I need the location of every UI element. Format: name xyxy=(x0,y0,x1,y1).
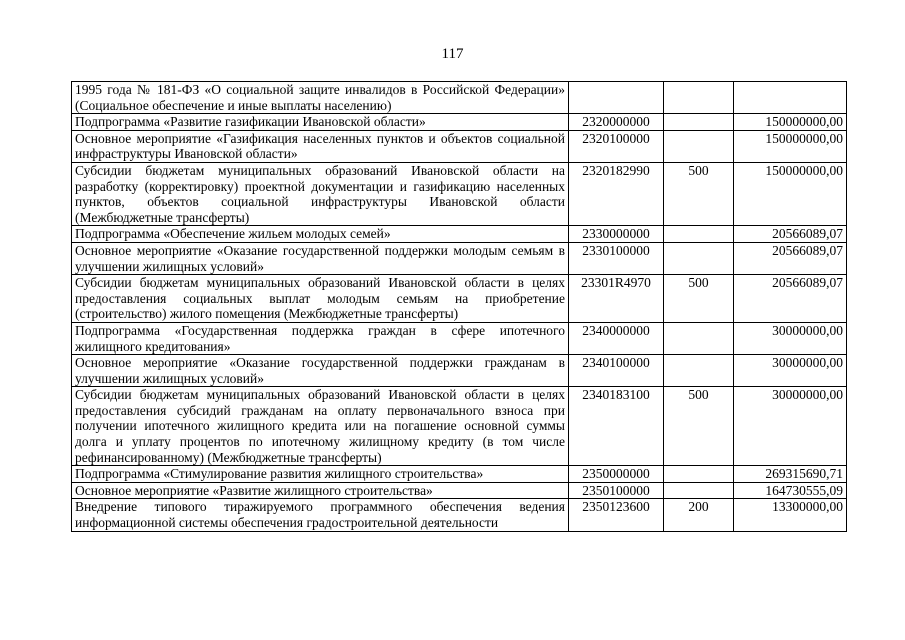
table-row xyxy=(72,130,847,162)
row-amount-cell xyxy=(734,82,847,114)
row-code-cell: 2330000000 xyxy=(569,226,664,243)
table-row xyxy=(72,275,847,323)
row-type-cell: 500 xyxy=(664,275,734,323)
row-type-cell xyxy=(664,114,734,131)
table-row xyxy=(72,466,847,483)
row-amount-cell: 150000000,00 xyxy=(734,114,847,131)
row-name-cell: Подпрограмма «Стимулирование развития жилищного строительства» xyxy=(72,466,569,483)
table-row xyxy=(72,482,847,499)
row-type-cell xyxy=(664,466,734,483)
row-amount-cell: 150000000,00 xyxy=(734,130,847,162)
row-amount-cell: 30000000,00 xyxy=(734,322,847,354)
table-row xyxy=(72,242,847,274)
row-name-cell: Субсидии бюджетам муниципальных образований Ивановской области в целях предоставления социальных выплат молодым семьям на приобретение (строительство) жилого помещения (Межбюджетные трансферты) xyxy=(72,275,569,323)
row-code-cell: 2330100000 xyxy=(569,242,664,274)
row-type-cell: 500 xyxy=(664,162,734,225)
table-row xyxy=(72,499,847,531)
row-name-cell: Субсидии бюджетам муниципальных образований Ивановской области в целях предоставления субсидий гражданам на оплату первоначального взноса при получении ипотечного жилищного кредита или на погашение основной суммы долга и уплату процентов по ипотечному жилищному кредиту (в том числе рефинансированному) (Межбюджетные трансферты) xyxy=(72,387,569,466)
row-amount-cell: 13300000,00 xyxy=(734,499,847,531)
table-row xyxy=(72,162,847,225)
row-code-cell: 2320100000 xyxy=(569,130,664,162)
row-name-cell: Основное мероприятие «Развитие жилищного строительства» xyxy=(72,482,569,499)
row-code-cell: 2350000000 xyxy=(569,466,664,483)
table-row xyxy=(72,114,847,131)
row-code-cell: 2320182990 xyxy=(569,162,664,225)
row-type-cell xyxy=(664,130,734,162)
row-type-cell xyxy=(664,226,734,243)
row-amount-cell: 20566089,07 xyxy=(734,226,847,243)
row-code-cell: 2340183100 xyxy=(569,387,664,466)
row-type-cell xyxy=(664,355,734,387)
row-name-cell: Подпрограмма «Развитие газификации Ивановской области» xyxy=(72,114,569,131)
row-amount-cell: 269315690,71 xyxy=(734,466,847,483)
table-row xyxy=(72,226,847,243)
row-amount-cell: 30000000,00 xyxy=(734,355,847,387)
row-amount-cell: 164730555,09 xyxy=(734,482,847,499)
row-type-cell xyxy=(664,322,734,354)
row-type-cell: 500 xyxy=(664,387,734,466)
row-type-cell xyxy=(664,482,734,499)
row-code-cell: 2340000000 xyxy=(569,322,664,354)
row-amount-cell: 150000000,00 xyxy=(734,162,847,225)
row-type-cell xyxy=(664,242,734,274)
table-row xyxy=(72,322,847,354)
page-number: 117 xyxy=(441,46,464,62)
row-amount-cell: 30000000,00 xyxy=(734,387,847,466)
row-code-cell: 2350123600 xyxy=(569,499,664,531)
row-code-cell xyxy=(569,82,664,114)
row-code-cell: 2320000000 xyxy=(569,114,664,131)
row-name-cell: Основное мероприятие «Оказание государственной поддержки молодым семьям в улучшении жилищных условий» xyxy=(72,242,569,274)
table-row xyxy=(72,355,847,387)
row-code-cell: 23301R4970 xyxy=(569,275,664,323)
row-name-cell: 1995 года № 181-ФЗ «О социальной защите инвалидов в Российской Федерации» (Социальное обеспечение и иные выплаты населению) xyxy=(72,82,569,114)
row-amount-cell: 20566089,07 xyxy=(734,242,847,274)
table-row xyxy=(72,82,847,114)
row-code-cell: 2350100000 xyxy=(569,482,664,499)
row-name-cell: Подпрограмма «Обеспечение жильем молодых семей» xyxy=(72,226,569,243)
table-row xyxy=(72,387,847,466)
row-name-cell: Основное мероприятие «Газификация населенных пунктов и объектов социальной инфраструктуры Ивановской области» xyxy=(72,130,569,162)
row-name-cell: Подпрограмма «Государственная поддержка граждан в сфере ипотечного жилищного кредитования» xyxy=(72,322,569,354)
row-name-cell: Субсидии бюджетам муниципальных образований Ивановской области на разработку (корректировку) проектной документации и газификацию населенных пунктов, объектов социальной инфраструктуры Ивановской области (Межбюджетные трансферты) xyxy=(72,162,569,225)
row-type-cell: 200 xyxy=(664,499,734,531)
row-amount-cell: 20566089,07 xyxy=(734,275,847,323)
row-name-cell: Основное мероприятие «Оказание государственной поддержки гражданам в улучшении жилищных условий» xyxy=(72,355,569,387)
row-type-cell xyxy=(664,82,734,114)
row-name-cell: Внедрение типового тиражируемого программного обеспечения ведения информационной системы обеспечения градостроительной деятельности xyxy=(72,499,569,531)
row-code-cell: 2340100000 xyxy=(569,355,664,387)
budget-table xyxy=(71,81,847,532)
